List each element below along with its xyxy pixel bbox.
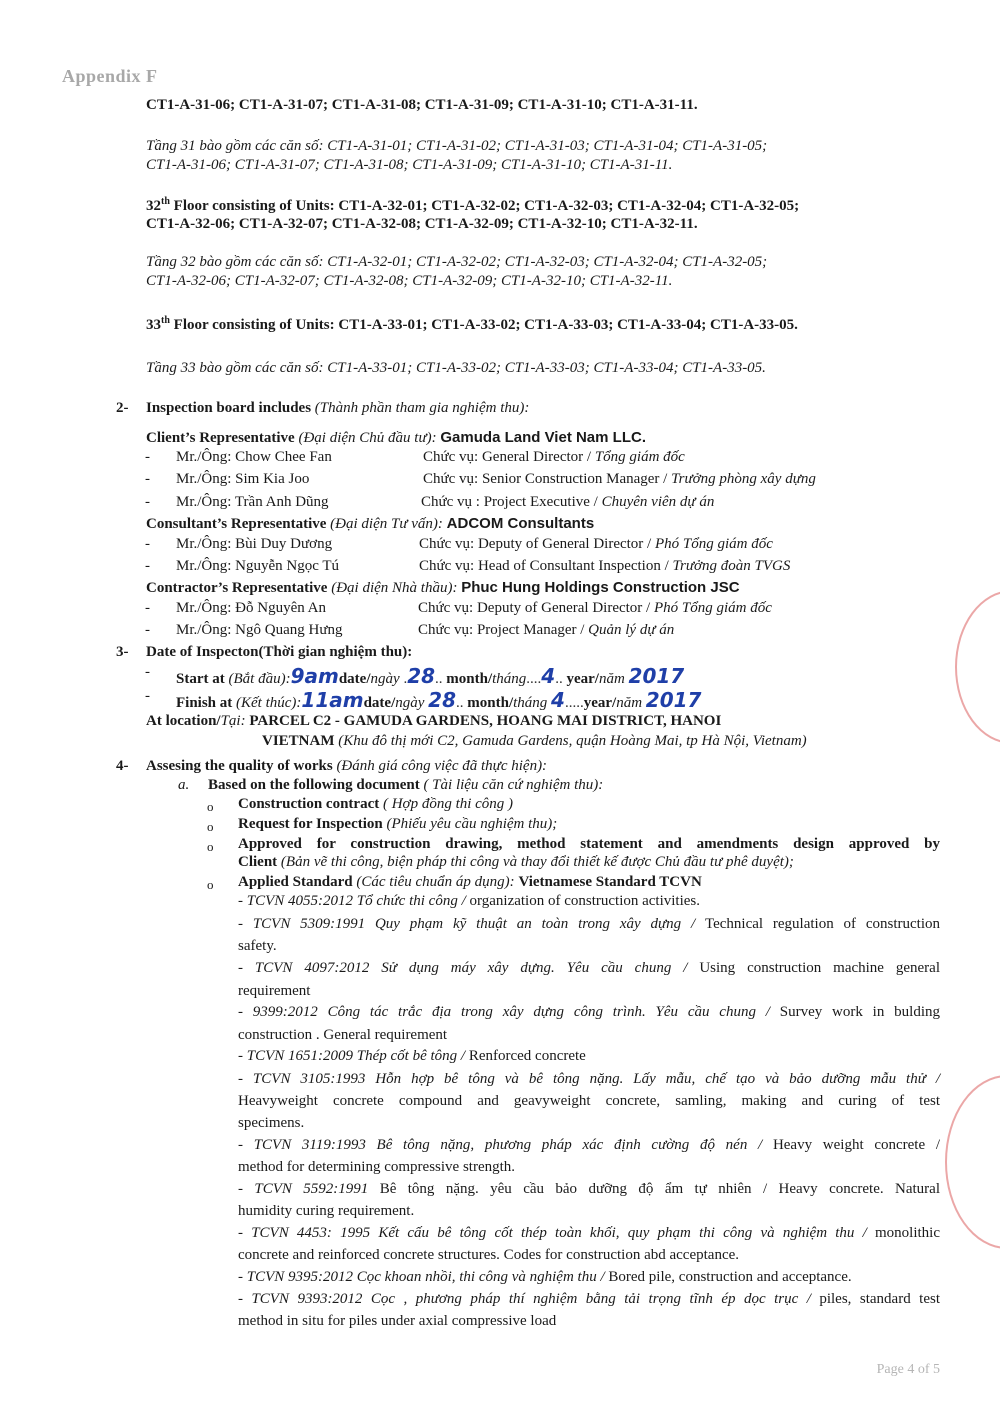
finish-time-line: Finish at (Kết thúc):11amdate/ngày 28.. month/tháng 4.....year/năm 2017 [176, 688, 702, 712]
standard-tcvn-3105-cont-2: specimens. [238, 1115, 305, 1131]
floor-33-units-vn: Tầng 33 bào gồm các căn số: CT1-A-33-01; CT1-A-33-02; CT1-A-33-03; CT1-A-33-04; CT1-A-33-05. [146, 360, 766, 376]
item-a-marker: a. [178, 777, 190, 793]
dash: - [145, 622, 150, 638]
standard-tcvn-1651: - TCVN 1651:2009 Thép cốt bê tông / Renforced concrete [238, 1048, 586, 1064]
person-name: Mr./Ông: Trần Anh Dũng [176, 494, 329, 510]
bullet: o [207, 877, 214, 892]
handwritten-finish-time: 11am [301, 688, 364, 712]
handwritten-finish-month: 4 [551, 688, 565, 712]
dash: - [145, 688, 150, 704]
doc-request-for-inspection: Request for Inspection (Phiếu yêu cầu nghiệm thu); [238, 816, 558, 832]
floor-31-units-en: CT1-A-31-06; CT1-A-31-07; CT1-A-31-08; CT1-A-31-09; CT1-A-31-10; CT1-A-31-11. [146, 97, 698, 113]
section-4-title: Assesing the quality of works (Đánh giá công việc đã thực hiện): [146, 758, 548, 774]
standard-9399-cont: construction . General requirement [238, 1027, 448, 1043]
standard-tcvn-3105: - TCVN 3105:1993 Hỗn hợp bê tông và bê tông nặng. Lấy mẫu, chế tạo và bảo dưỡng mẫu thử / [238, 1071, 940, 1087]
doc-construction-contract: Construction contract ( Hợp đồng thi công ) [238, 796, 514, 812]
person-name: Mr./Ông: Sim Kia Joo [176, 471, 310, 487]
standard-tcvn-4097-cont: requirement [238, 983, 311, 999]
section-3-title: Date of Inspecton(Thời gian nghiệm thu): [146, 644, 413, 660]
dash: - [145, 494, 150, 510]
location-line-2: VIETNAM (Khu đô thị mới C2, Gamuda Gardens, quận Hoàng Mai, tp Hà Nội, Vietnam) [262, 733, 807, 749]
person-role: Chức vụ: Project Manager / Quản lý dự án [418, 622, 675, 638]
bullet: o [207, 819, 214, 834]
dash: - [145, 664, 150, 680]
standard-tcvn-5309-cont: safety. [238, 938, 277, 954]
floor-32-units-en-1: 32th Floor consisting of Units: CT1-A-32-01; CT1-A-32-02; CT1-A-32-03; CT1-A-32-04; CT1-A-32-05; [146, 196, 800, 214]
standard-tcvn-9393-cont: method in situ for piles under axial compressive load [238, 1313, 557, 1329]
floor-31-units-vn-2: CT1-A-31-06; CT1-A-31-07; CT1-A-31-08; CT1-A-31-09; CT1-A-31-10; CT1-A-31-11. [146, 157, 673, 173]
standard-tcvn-5592: - TCVN 5592:1991 Bê tông nặng. yêu cầu bảo dưỡng độ ẩm tự nhiên / Heavy concrete. Natural [238, 1181, 940, 1197]
person-name: Mr./Ông: Bùi Duy Dương [176, 536, 333, 552]
handwritten-start-day: 28 [407, 664, 436, 688]
client-representative: Client’s Representative (Đại diện Chủ đầu tư): Gamuda Land Viet Nam LLC. [146, 429, 646, 446]
doc-applied-standard: Applied Standard (Các tiêu chuẩn áp dụng): Vietnamese Standard TCVN [238, 874, 702, 890]
standard-tcvn-9395: - TCVN 9395:2012 Cọc khoan nhồi, thi công và nghiệm thu / Bored pile, construction and acceptance. [238, 1269, 852, 1285]
dash: - [145, 536, 150, 552]
person-role: Chức vụ: Head of Consultant Inspection / Trưởng đoàn TVGS [419, 558, 791, 574]
person-name: Mr./Ông: Chow Chee Fan [176, 449, 332, 465]
handwritten-start-month: 4 [541, 664, 556, 688]
standard-tcvn-3105-cont-1: Heavyweight concrete compound and geavyweight concrete, samling, making and curing of test [238, 1093, 940, 1109]
red-stamp-bottom [945, 1075, 1000, 1249]
handwritten-start-year: 2017 [628, 664, 685, 688]
floor-32-units-en-2: CT1-A-32-06; CT1-A-32-07; CT1-A-32-08; CT1-A-32-09; CT1-A-32-10; CT1-A-32-11. [146, 216, 698, 232]
dash: - [145, 471, 150, 487]
item-a-title: Based on the following document ( Tài liệu căn cứ nghiệm thu): [208, 777, 604, 793]
person-name: Mr./Ông: Nguyễn Ngọc Tú [176, 558, 340, 574]
standard-tcvn-4097: - TCVN 4097:2012 Sử dụng máy xây dựng. Yêu cầu chung / Using construction machine general [238, 960, 941, 976]
person-role: Chức vụ: Deputy of General Director / Phó Tổng giám đốc [418, 600, 772, 616]
dash: - [145, 449, 150, 465]
handwritten-finish-day: 28 [428, 688, 457, 712]
person-role: Chức vụ: General Director / Tổng giám đốc [423, 449, 685, 465]
person-role: Chức vụ: Deputy of General Director / Phó Tổng giám đốc [419, 536, 773, 552]
floor-31-units-vn-1: Tầng 31 bào gồm các căn số: CT1-A-31-01; CT1-A-31-02; CT1-A-31-03; CT1-A-31-04; CT1-A-31-05; [146, 138, 768, 154]
section-3-number: 3- [116, 644, 129, 660]
appendix-header: Appendix F [62, 66, 158, 86]
standard-tcvn-4453: - TCVN 4453: 1995 Kết cấu bê tông cốt thép toàn khối, quy phạm thi công và nghiệm thu / monolithic [238, 1225, 940, 1241]
page-number: Page 4 of 5 [876, 1362, 940, 1377]
standard-tcvn-3119-cont: method for determining compressive strength. [238, 1159, 516, 1175]
section-2-number: 2- [116, 400, 129, 416]
section-4-number: 4- [116, 758, 129, 774]
standard-tcvn-4453-cont: concrete and reinforced concrete structures. Codes for construction abd acceptance. [238, 1247, 740, 1263]
standard-tcvn-9393: - TCVN 9393:2012 Cọc , phương pháp thí nghiệm bằng tải trọng tĩnh ép dọc trục / piles, standard test [238, 1291, 941, 1307]
consultant-representative: Consultant’s Representative (Đại diện Tư vấn): ADCOM Consultants [146, 515, 595, 532]
standard-tcvn-4055: - TCVN 4055:2012 Tổ chức thi công / organization of construction activities. [238, 893, 701, 909]
dash: - [145, 600, 150, 616]
standard-tcvn-5592-cont: humidity curing requirement. [238, 1203, 415, 1219]
floor-32-units-vn-2: CT1-A-32-06; CT1-A-32-07; CT1-A-32-08; CT1-A-32-09; CT1-A-32-10; CT1-A-32-11. [146, 273, 673, 289]
handwritten-start-time: 9am [290, 664, 339, 688]
doc-approved-drawing-2: Client (Bản vẽ thi công, biện pháp thi công và thay đổi thiết kế được Chủ đầu tư phê duyệt); [238, 854, 794, 870]
person-role: Chức vụ : Project Executive / Chuyên viên dự án [421, 494, 715, 510]
bullet: o [207, 839, 214, 854]
red-stamp-top [955, 590, 1000, 744]
standard-9399: - 9399:2012 Công tác trắc địa trong xây dựng công trình. Yêu cầu chung / Survey work in bulding [238, 1004, 940, 1020]
contractor-representative: Contractor’s Representative (Đại diện Nhà thầu): Phuc Hung Holdings Construction JSC [146, 579, 740, 596]
standard-tcvn-3119: - TCVN 3119:1993 Bê tông nặng, phương pháp xác định cường độ nén / Heavy weight concrete / [238, 1137, 941, 1153]
person-name: Mr./Ông: Đỗ Nguyên An [176, 600, 326, 616]
bullet: o [207, 799, 214, 814]
section-2-title: Inspection board includes (Thành phần tham gia nghiệm thu): [146, 400, 530, 416]
handwritten-finish-year: 2017 [645, 688, 702, 712]
location-line-1: At location/Tại: PARCEL C2 - GAMUDA GARDENS, HOANG MAI DISTRICT, HANOI [146, 713, 722, 729]
start-time-line: Start at (Bắt đầu):9amdate/ngày .28.. month/tháng....4.. year/năm 2017 [176, 664, 685, 688]
floor-33-units-en: 33th Floor consisting of Units: CT1-A-33-01; CT1-A-33-02; CT1-A-33-03; CT1-A-33-04; CT1-A-33-05. [146, 315, 798, 333]
person-name: Mr./Ông: Ngô Quang Hưng [176, 622, 343, 638]
dash: - [145, 558, 150, 574]
doc-approved-drawing-1: Approved for construction drawing, method statement and amendments design approved by [238, 836, 940, 852]
person-role: Chức vụ: Senior Construction Manager / Trưởng phòng xây dựng [423, 471, 816, 487]
floor-32-units-vn-1: Tầng 32 bào gồm các căn số: CT1-A-32-01; CT1-A-32-02; CT1-A-32-03; CT1-A-32-04; CT1-A-32-05; [146, 254, 768, 270]
standard-tcvn-5309: - TCVN 5309:1991 Quy phạm kỹ thuật an toàn trong xây dựng / Technical regulation of construction [238, 916, 940, 932]
